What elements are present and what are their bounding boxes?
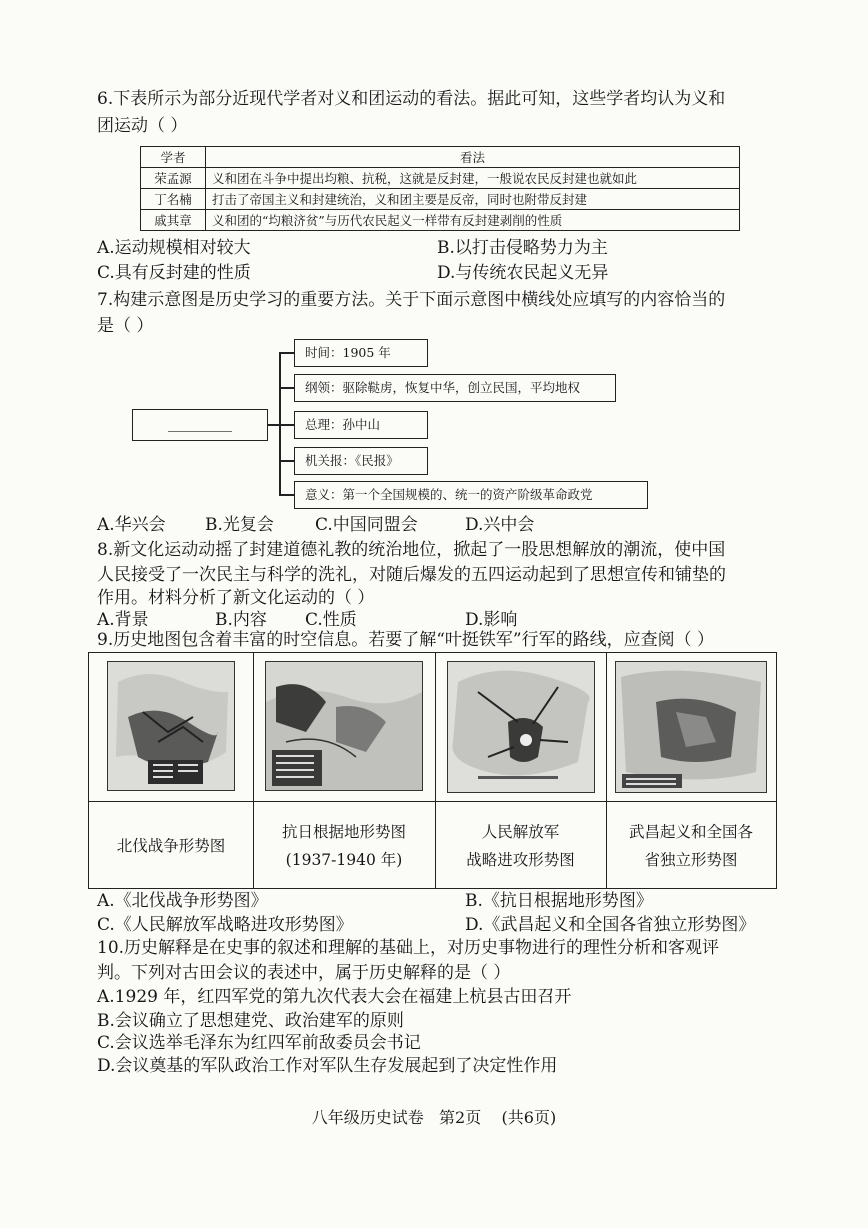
q10-option-a[interactable]: A.1929 年，红四军党的第九次代表大会在福建上杭县古田召开	[97, 987, 572, 1007]
q10-line2: 判。下列对古田会议的表述中，属于历史解释的是（ ）	[97, 963, 511, 983]
table-cell-view: 义和团的“均粮济贫”与历代农民起义一样带有反封建剥削的性质	[206, 210, 740, 231]
q6-stem-line1: 6.下表所示为部分近现代学者对义和团运动的看法。据此可知，这些学者均认为义和	[97, 89, 726, 109]
q6-option-d[interactable]: D.与传统农民起义无异	[437, 263, 609, 283]
q6-option-b[interactable]: B.以打击侵略势力为主	[437, 238, 608, 258]
table-cell-name: 丁名楠	[141, 189, 206, 210]
page-footer: 八年级历史试卷 第2页 (共6页)	[311, 1108, 557, 1127]
q7-option-c[interactable]: C.中国同盟会	[315, 515, 418, 535]
map-image	[615, 661, 767, 793]
map-image	[447, 661, 595, 793]
table-cell-name: 荣孟源	[141, 168, 206, 189]
table-cell-view: 义和团在斗争中提出均粮、抗税，这就是反封建，一般说农民反封建也就如此	[206, 168, 740, 189]
q6-stem-line2: 团运动（ ）	[97, 116, 188, 136]
diagram-box-newspaper: 机关报：《民报》	[294, 447, 428, 475]
map-caption-line1: 北伐战争形势图	[116, 836, 226, 855]
map-caption	[253, 801, 435, 889]
map-cell-anti-japanese-bases	[253, 653, 436, 888]
map-caption-line1: 人民解放军	[481, 822, 560, 841]
map-caption	[435, 801, 606, 889]
q10-line1: 10.历史解释是在史事的叙述和理解的基础上，对历史事物进行的理性分析和客观评	[97, 938, 720, 958]
map-caption-line1: 抗日根据地形势图	[281, 822, 406, 841]
diagram-center-box	[132, 409, 268, 441]
table-header-cell: 学者	[141, 147, 206, 168]
map-caption-line2: 省独立形势图	[644, 850, 738, 869]
q6-table	[140, 146, 740, 231]
map-cell-wuchang-uprising	[606, 653, 776, 888]
q9-map-grid	[88, 652, 777, 889]
q8-option-a[interactable]: A.背景	[97, 610, 149, 630]
map-caption	[89, 801, 253, 889]
q9-stem: 9.历史地图包含着丰富的时空信息。若要了解“叶挺铁军”行军的路线，应查阅（ ）	[97, 630, 715, 650]
q6-option-a[interactable]: A.运动规模相对较大	[97, 238, 251, 258]
q9-option-a[interactable]: A.《北伐战争形势图》	[97, 891, 268, 911]
diagram-box-leader: 总理：孙中山	[294, 411, 428, 439]
connector-line	[279, 387, 294, 389]
q8-line2: 人民接受了一次民主与科学的洗礼，对随后爆发的五四运动起到了思想宣传和铺垫的	[97, 565, 726, 585]
map-caption	[606, 801, 776, 889]
connector-line	[279, 424, 294, 426]
q8-line3: 作用。材料分析了新文化运动的（ ）	[97, 588, 375, 608]
q7-option-d[interactable]: D.兴中会	[465, 515, 535, 535]
map-caption-line2: 战略进攻形势图	[466, 850, 575, 869]
map-image	[107, 661, 235, 791]
q6-option-c[interactable]: C.具有反封建的性质	[97, 263, 251, 283]
map-cell-northern-expedition	[89, 653, 254, 888]
q7-stem-line2: 是（ ）	[97, 316, 154, 336]
q8-line1: 8.新文化运动动摇了封建道德礼教的统治地位，掀起了一股思想解放的潮流，使中国	[97, 540, 726, 560]
q9-option-d[interactable]: D.《武昌起义和全国各省独立形势图》	[465, 915, 756, 935]
q9-option-c[interactable]: C.《人民解放军战略进攻形势图》	[97, 915, 353, 935]
map-caption-line2: (1937-1940 年)	[285, 850, 403, 869]
table-row	[141, 168, 740, 189]
q7-option-b[interactable]: B.光复会	[205, 515, 274, 535]
table-row	[141, 189, 740, 210]
connector-line	[279, 352, 294, 354]
table-cell-name: 戚其章	[141, 210, 206, 231]
answer-blank: ________	[168, 413, 232, 432]
map-image	[265, 661, 423, 791]
q8-option-c[interactable]: C.性质	[305, 610, 357, 630]
table-cell-view: 打击了帝国主义和封建统治，义和团主要是反帝，同时也附带反封建	[206, 189, 740, 210]
connector-line	[267, 424, 279, 426]
table-header-row	[141, 147, 740, 168]
table-row	[141, 210, 740, 231]
connector-line	[279, 494, 294, 496]
diagram-box-program: 纲领：驱除鞑虏，恢复中华，创立民国，平均地权	[294, 374, 616, 402]
map-cell-pla-offensive	[435, 653, 607, 888]
q10-option-b[interactable]: B.会议确立了思想建党、政治建军的原则	[97, 1011, 404, 1031]
q8-option-d[interactable]: D.影响	[465, 610, 518, 630]
q9-option-b[interactable]: B.《抗日根据地形势图》	[465, 891, 653, 911]
q10-option-c[interactable]: C.会议选举毛泽东为红四军前敌委员会书记	[97, 1033, 421, 1053]
diagram-box-significance: 意义：第一个全国规模的、统一的资产阶级革命政党	[294, 481, 648, 509]
map-caption-line1: 武昌起义和全国各	[628, 822, 753, 841]
diagram-box-time: 时间：1905 年	[294, 339, 428, 367]
connector-line	[279, 460, 294, 462]
q7-stem-line1: 7.构建示意图是历史学习的重要方法。关于下面示意图中横线处应填写的内容恰当的	[97, 290, 726, 310]
q10-option-d[interactable]: D.会议奠基的军队政治工作对军队生存发展起到了决定性作用	[97, 1056, 558, 1076]
q8-option-b[interactable]: B.内容	[215, 610, 267, 630]
q7-option-a[interactable]: A.华兴会	[97, 515, 166, 535]
table-header-cell: 看法	[206, 147, 740, 168]
